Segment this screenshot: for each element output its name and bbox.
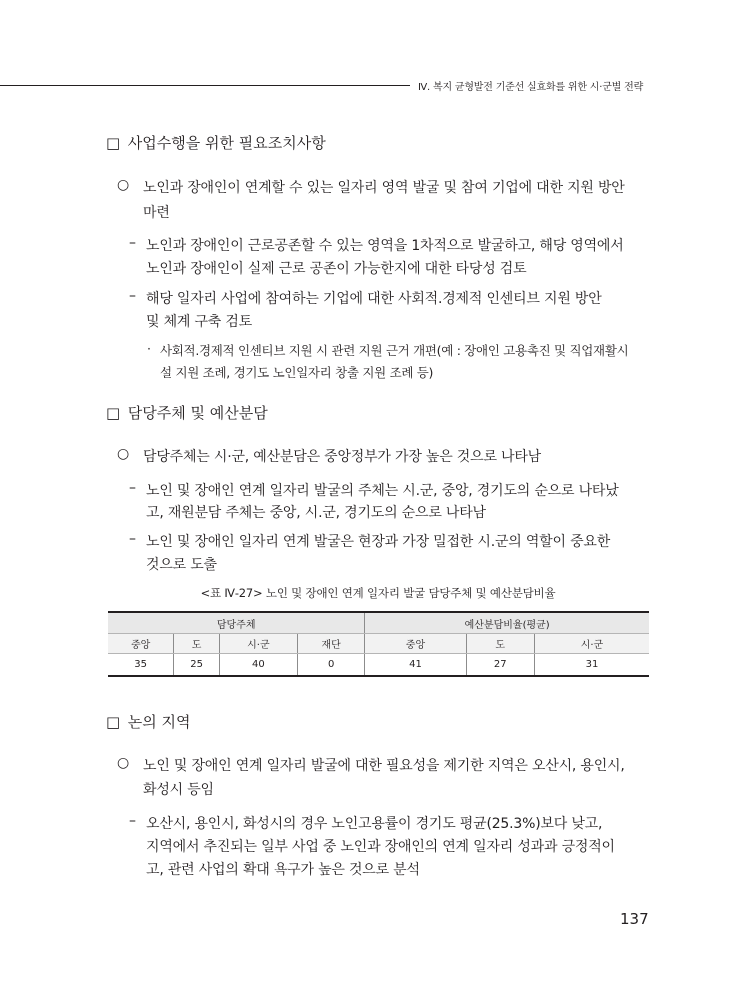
paragraph-line: 마련 [143,205,170,221]
section-title: 사업수행을 위한 필요조치사항 [127,134,326,152]
paragraph-line: 담당주체는 시·군, 예산분담은 중앙정부가 가장 높은 것으로 나타남 [143,449,541,465]
table-cell: 0 [297,654,364,677]
dash-bullet-icon: – [129,531,136,547]
table-group-header: 담당주체 [108,612,365,634]
paragraph-line: 노인과 장애인이 실제 근로 공존이 가능한지에 대한 타당성 검토 [146,261,527,277]
circle-bullet-icon: ○ [117,446,130,462]
paragraph-line: 화성시 등임 [143,782,214,798]
table-header-cell: 재단 [297,634,364,654]
paragraph-line: 노인과 장애인이 근로공존할 수 있는 영역을 1차적으로 발굴하고, 해당 영역에서 [146,238,624,254]
table-row [108,654,649,677]
paragraph-line: 고, 관련 사업의 확대 욕구가 높은 것으로 분석 [146,862,420,878]
table-cell: 27 [466,654,534,677]
page-number: 137 [620,910,649,928]
square-bullet-icon: □ [106,404,121,422]
paragraph-line: 오산시, 용인시, 화성시의 경우 노인고용률이 경기도 평균(25.3%)보다 낮고, [146,816,603,832]
section-heading-regions [106,711,191,732]
table-header-cell: 시·군 [219,634,297,654]
table-cell: 31 [534,654,649,677]
section-heading-measures [106,132,326,153]
section-title: 논의 지역 [127,713,191,731]
paragraph-line: 것으로 도출 [146,557,217,573]
paragraph-line: 지역에서 추진되는 일부 사업 중 노인과 장애인의 연계 일자리 성과과 긍정적이 [146,839,615,855]
paragraph-line: 노인 및 장애인 연계 일자리 발굴의 주체는 시.군, 중앙, 경기도의 순으로 나타났 [146,483,619,499]
section-heading-responsibility [106,402,268,423]
table-header-cell: 중앙 [108,634,174,654]
budget-table [108,611,649,677]
table-cell: 41 [365,654,466,677]
paragraph-line: 및 체계 구축 검토 [146,314,253,330]
paragraph-line: 노인과 장애인이 연계할 수 있는 일자리 영역 발굴 및 참여 기업에 대한 지원 방안 [143,180,625,196]
table-caption: <표 Ⅳ-27> 노인 및 장애인 연계 일자리 발굴 담당주체 및 예산분담비율 [200,586,556,600]
table-header-cell: 시·군 [534,634,649,654]
paragraph-line: 고, 재원분담 주체는 중앙, 시.군, 경기도의 순으로 나타남 [146,505,486,521]
paragraph-line: 설 지원 조례, 경기도 노인일자리 창출 지원 조례 등) [160,365,434,380]
running-header: Ⅳ. 복지 균형발전 기준선 실효화를 위한 시·군별 전략 [418,82,644,93]
paragraph-line: 해당 일자리 사업에 참여하는 기업에 대한 사회적.경제적 인센티브 지원 방안 [146,291,602,307]
table-row [108,612,649,634]
table-cell: 35 [108,654,174,677]
table-cell: 40 [219,654,297,677]
header-rule [0,85,410,86]
table-header-cell: 중앙 [365,634,466,654]
square-bullet-icon: □ [106,134,121,152]
dash-bullet-icon: – [129,235,136,251]
table-cell: 25 [174,654,220,677]
table-header-cell: 도 [466,634,534,654]
section-title: 담당주체 및 예산분담 [127,404,268,422]
square-bullet-icon: □ [106,713,121,731]
dot-bullet-icon: · [147,341,151,356]
table-header-cell: 도 [174,634,220,654]
dash-bullet-icon: – [129,288,136,304]
circle-bullet-icon: ○ [117,755,130,771]
dash-bullet-icon: – [129,480,136,496]
dash-bullet-icon: – [129,813,136,829]
paragraph-line: 사회적.경제적 인센티브 지원 시 관련 지원 근거 개편(예 : 장애인 고용촉진 및 직업재활시 [160,343,629,358]
paragraph-line: 노인 및 장애인 연계 일자리 발굴에 대한 필요성을 제기한 지역은 오산시, 용인시, [143,758,625,774]
table-row [108,634,649,654]
paragraph-line: 노인 및 장애인 일자리 연계 발굴은 현장과 가장 밀접한 시.군의 역할이 중요한 [146,534,611,550]
table-group-header: 예산분담비율(평균) [365,612,649,634]
circle-bullet-icon: ○ [117,177,130,193]
